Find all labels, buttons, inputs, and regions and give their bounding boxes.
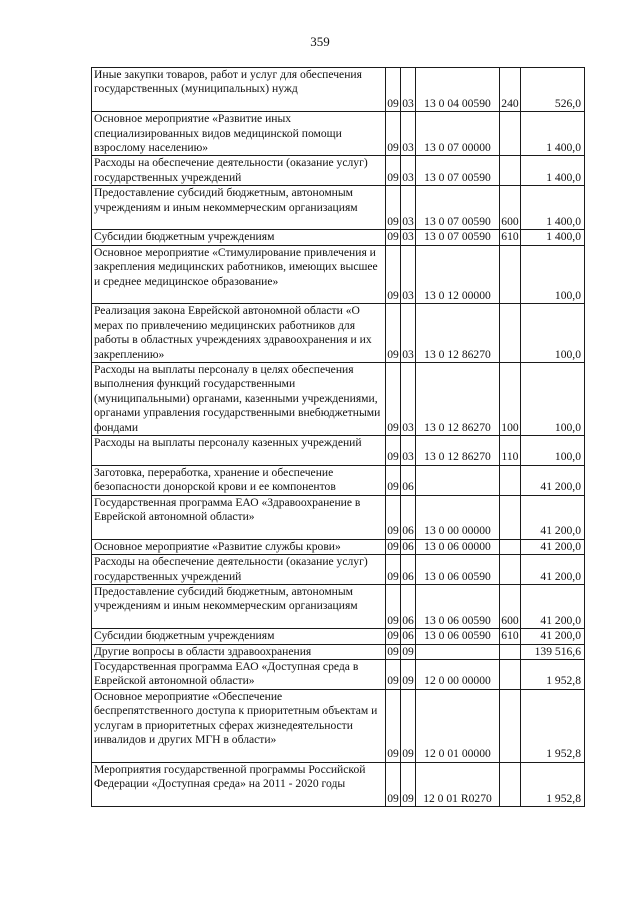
cell-target-article: 13 0 06 00000 [416,539,500,554]
cell-section: 09 [386,660,401,690]
table-row [92,245,585,304]
cell-amount: 41 200,0 [521,555,585,585]
cell-expense-type [500,156,521,186]
cell-amount: 1 400,0 [521,186,585,230]
cell-section: 09 [386,495,401,539]
cell-amount: 1 400,0 [521,230,585,245]
table-row [92,112,585,156]
cell-section: 09 [386,555,401,585]
cell-section: 09 [386,112,401,156]
cell-name: Основное мероприятие «Стимулирование привлечения и закрепления медицинских работников, имеющих высшее и среднее медицинское образование» [92,245,386,304]
cell-target-article: 13 0 07 00000 [416,112,500,156]
cell-amount: 1 952,8 [521,660,585,690]
table-row [92,555,585,585]
cell-target-article: 13 0 12 86270 [416,363,500,436]
cell-name: Другие вопросы в области здравоохранения [92,644,386,659]
cell-expense-type: 240 [500,68,521,112]
cell-target-article: 13 0 12 00000 [416,245,500,304]
cell-target-article: 13 0 07 00590 [416,156,500,186]
cell-expense-type [500,762,521,806]
cell-subsection: 03 [401,112,416,156]
cell-amount: 1 952,8 [521,689,585,762]
cell-expense-type: 100 [500,363,521,436]
cell-target-article: 13 0 00 00000 [416,495,500,539]
cell-section: 09 [386,68,401,112]
cell-expense-type [500,539,521,554]
cell-amount: 41 200,0 [521,495,585,539]
cell-target-article: 12 0 01 R0270 [416,762,500,806]
table-row [92,230,585,245]
cell-subsection: 03 [402,230,414,244]
cell-name: Основное мероприятие «Развитие службы крови» [92,539,386,554]
cell-subsection: 06 [401,585,416,629]
table-row [92,304,585,363]
cell-section: 09 [386,156,401,186]
cell-target-article: 13 0 12 86270 [416,304,500,363]
cell-expense-type [500,644,521,659]
cell-section: 09 [387,230,399,244]
table-row [92,629,585,644]
cell-target-article: 13 0 07 00590 [416,230,500,245]
cell-expense-type: 600 [500,186,521,230]
cell-amount: 1 952,8 [521,762,585,806]
table-row [92,156,585,186]
cell-target-article: 13 0 12 86270 [416,436,500,466]
table-row [92,363,585,436]
cell-section: 09 [386,465,401,495]
cell-subsection: 03 [401,68,416,112]
cell-subsection: 06 [402,539,414,553]
cell-subsection: 03 [401,186,416,230]
cell-expense-type [500,689,521,762]
cell-amount: 41 200,0 [521,539,585,554]
cell-target-article: 13 0 06 00590 [416,555,500,585]
cell-subsection: 06 [401,495,416,539]
cell-section: 09 [386,186,401,230]
cell-name: Иные закупки товаров, работ и услуг для обеспечения государственных (муниципальных) нужд [92,68,386,112]
cell-name: Предоставление субсидий бюджетным, автономным учреждениям и иным некоммерческим организациям [92,186,386,230]
cell-expense-type: 600 [500,585,521,629]
budget-table [91,67,585,807]
cell-section: 09 [387,629,399,643]
cell-amount: 41 200,0 [521,465,585,495]
cell-expense-type [500,465,521,495]
cell-name: Мероприятия государственной программы Российской Федерации «Доступная среда» на 2011 - 2020 годы [92,762,386,806]
cell-amount: 100,0 [521,245,585,304]
table-row [92,68,585,112]
cell-subsection: 03 [401,304,416,363]
table-row [92,762,585,806]
cell-subsection: 03 [401,245,416,304]
cell-expense-type [500,555,521,585]
cell-subsection: 09 [402,644,414,658]
cell-expense-type: 110 [500,436,521,466]
cell-subsection: 06 [401,465,416,495]
table-row [92,585,585,629]
cell-expense-type [500,245,521,304]
cell-target-article: 12 0 01 00000 [416,689,500,762]
cell-name: Предоставление субсидий бюджетным, автономным учреждениям и иным некоммерческим организациям [92,585,386,629]
cell-section: 09 [386,363,401,436]
cell-section: 09 [386,585,401,629]
cell-amount: 41 200,0 [521,629,585,644]
cell-target-article: 13 0 06 00590 [416,585,500,629]
page-number: 359 [310,34,330,49]
table-row [92,495,585,539]
cell-name: Расходы на обеспечение деятельности (оказание услуг) государственных учреждений [92,555,386,585]
cell-name: Государственная программа ЕАО «Доступная среда в Еврейской автономной области» [92,660,386,690]
cell-name: Заготовка, переработка, хранение и обеспечение безопасности донорской крови и ее компонентов [92,465,386,495]
cell-expense-type: 610 [501,629,519,643]
cell-subsection: 03 [401,436,416,466]
cell-amount: 100,0 [521,436,585,466]
cell-subsection: 03 [401,156,416,186]
cell-name: Субсидии бюджетным учреждениям [92,230,386,245]
cell-amount: 100,0 [521,304,585,363]
cell-target-article: 12 0 00 00000 [416,660,500,690]
cell-name: Основное мероприятие «Развитие иных специализированных видов медицинской помощи взрослому населению» [92,112,386,156]
cell-amount: 526,0 [521,68,585,112]
cell-section: 09 [387,644,399,658]
table-row [92,436,585,466]
table-row [92,465,585,495]
cell-target-article: 13 0 04 00590 [416,68,500,112]
cell-subsection: 09 [401,762,416,806]
cell-name: Государственная программа ЕАО «Здравоохранение в Еврейской автономной области» [92,495,386,539]
cell-section: 09 [386,762,401,806]
cell-name: Расходы на обеспечение деятельности (оказание услуг) государственных учреждений [92,156,386,186]
cell-expense-type [500,660,521,690]
cell-expense-type [500,112,521,156]
cell-name: Субсидии бюджетным учреждениям [92,629,386,644]
cell-amount: 1 400,0 [521,156,585,186]
table-row [92,539,585,554]
cell-amount: 100,0 [521,363,585,436]
cell-subsection: 03 [401,363,416,436]
cell-subsection: 06 [401,555,416,585]
cell-name: Расходы на выплаты персоналу в целях обеспечения выполнения функций государственными (муниципальными) органами, казенными учреждениями, органами управления государственными внебюджетными фондами [92,363,386,436]
cell-amount: 139 516,6 [521,644,585,659]
cell-name: Расходы на выплаты персоналу казенных учреждений [92,436,386,466]
cell-expense-type [500,304,521,363]
cell-target-article [416,465,500,495]
cell-section: 09 [386,245,401,304]
cell-target-article [416,644,500,659]
cell-subsection: 09 [401,660,416,690]
table-row [92,689,585,762]
cell-expense-type [500,495,521,539]
cell-subsection: 09 [401,689,416,762]
cell-expense-type: 610 [501,230,519,244]
cell-section: 09 [386,436,401,466]
cell-subsection: 06 [402,629,414,643]
cell-section: 09 [387,539,399,553]
cell-name: Основное мероприятие «Обеспечение беспрепятственного доступа к приоритетным объектам и услугам в приоритетных сферах жизнедеятельности инвалидов и других МГН в области» [92,689,386,762]
cell-amount: 1 400,0 [521,112,585,156]
table-row [92,186,585,230]
table-row [92,660,585,690]
cell-section: 09 [386,304,401,363]
cell-section: 09 [386,689,401,762]
budget-table-body [92,68,585,807]
cell-amount: 41 200,0 [521,585,585,629]
cell-target-article: 13 0 07 00590 [416,186,500,230]
cell-name: Реализация закона Еврейской автономной области «О мерах по привлечению медицинских работников для работы в областных учреждениях здравоохранения и их закреплению» [92,304,386,363]
cell-target-article: 13 0 06 00590 [416,629,500,644]
table-row [92,644,585,659]
